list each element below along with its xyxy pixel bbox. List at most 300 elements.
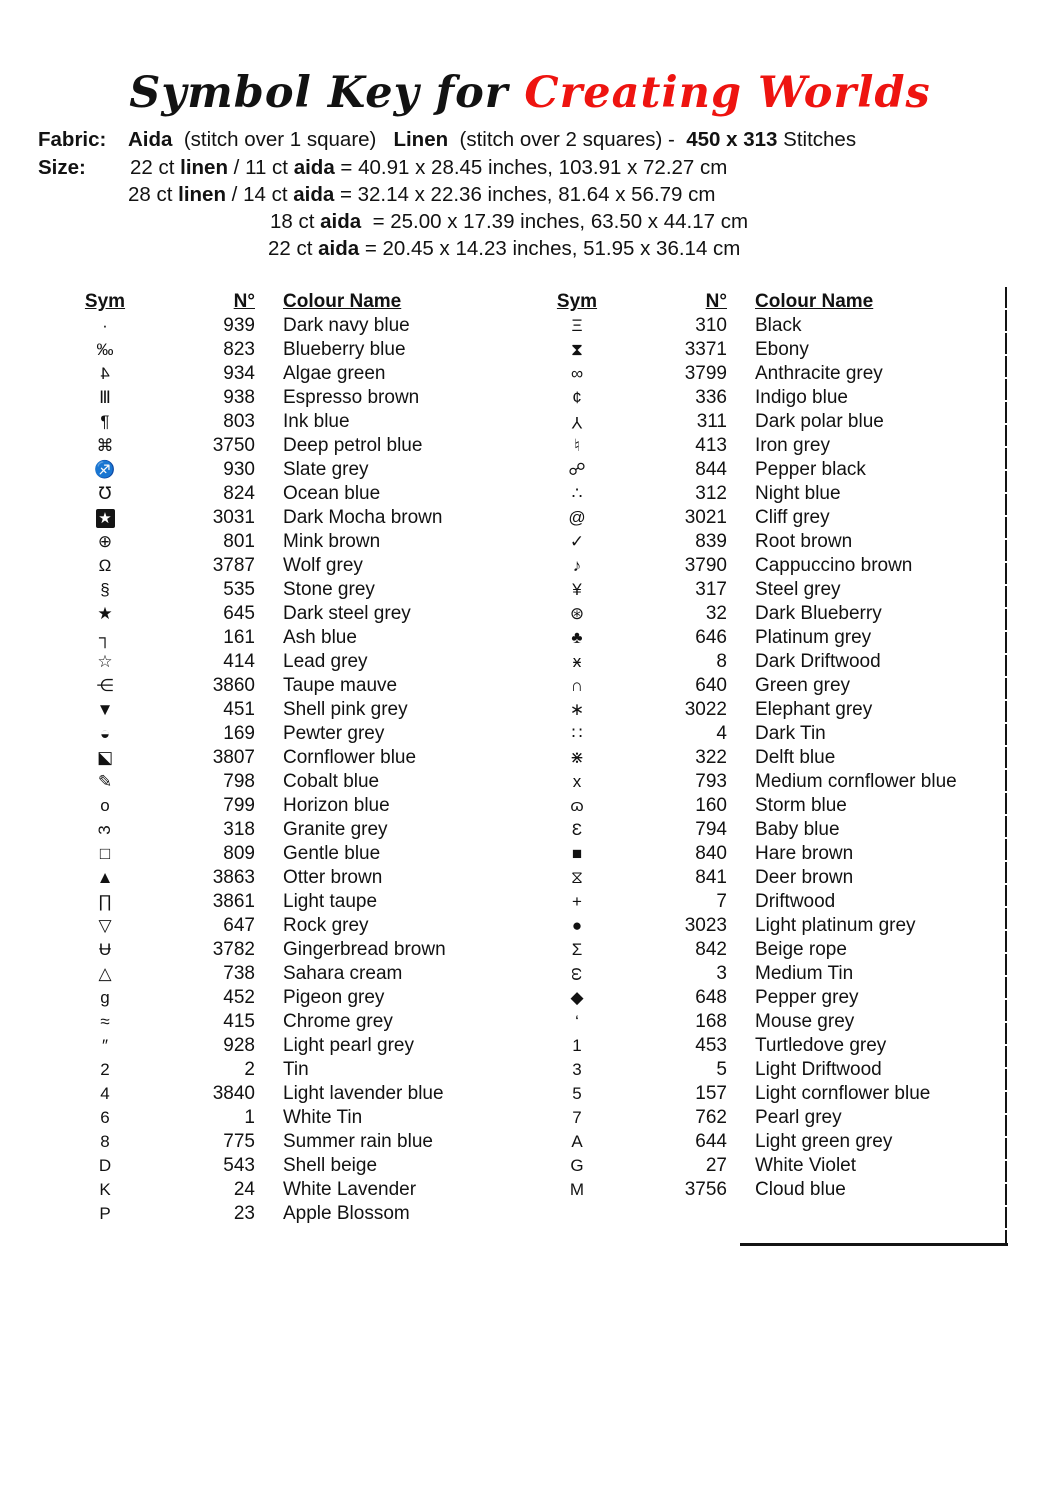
symbol-cell (60, 338, 150, 362)
colour-name: Steel grey (755, 579, 841, 600)
symbol-cell (60, 482, 150, 506)
thread-number: 318 (223, 819, 255, 840)
colour-name: Mouse grey (755, 1011, 855, 1032)
key-row (60, 986, 515, 1010)
symbol-cell (532, 410, 622, 434)
colour-name: Driftwood (755, 891, 836, 912)
colour-name: Wolf grey (283, 555, 363, 576)
symbol-cell (60, 722, 150, 746)
fabric-label: Fabric: (38, 128, 107, 151)
colour-name: Dark navy blue (283, 315, 410, 336)
key-row (532, 842, 987, 866)
symbol-cell (532, 626, 622, 650)
thread-number: 3790 (684, 555, 727, 576)
thread-number: 775 (223, 1131, 255, 1152)
key-row (60, 1010, 515, 1034)
colour-name: Granite grey (283, 819, 388, 840)
stitch-symbol-glyph: ∩ (570, 676, 584, 695)
symbol-cell (532, 698, 622, 722)
thread-number: 762 (695, 1107, 727, 1128)
stitch-symbol-glyph: ⋇ (569, 748, 585, 767)
key-row (532, 722, 987, 746)
thread-number: 413 (695, 435, 727, 456)
thread-number: 840 (695, 843, 727, 864)
symbol-cell (532, 578, 622, 602)
symbol-cell (532, 1058, 622, 1082)
colour-name: Light cornflower blue (755, 1083, 931, 1104)
size-line (130, 156, 727, 180)
key-row (532, 458, 987, 482)
stitch-symbol-glyph: ◪ (96, 748, 114, 767)
thread-number: 322 (695, 747, 727, 768)
stitch-symbol-glyph: G (570, 1156, 584, 1175)
symbol-cell (60, 578, 150, 602)
key-row (60, 1154, 515, 1178)
stitch-symbol-glyph: ♣ (571, 628, 583, 647)
size-label: Size: (38, 156, 86, 179)
colour-name: Blueberry blue (283, 339, 406, 360)
thread-number: 3799 (684, 363, 727, 384)
key-row (60, 914, 515, 938)
thread-number: 646 (695, 627, 727, 648)
thread-number: 801 (223, 531, 255, 552)
thread-number: 3371 (684, 339, 727, 360)
stitch-symbol-glyph: ■ (571, 844, 583, 863)
key-row (60, 386, 515, 410)
stitch-symbol-glyph: ω (568, 967, 587, 981)
symbol-cell (532, 722, 622, 746)
symbol-cell (532, 1034, 622, 1058)
stitch-symbol-glyph: ≈ (100, 1012, 110, 1031)
colour-name: Night blue (755, 483, 841, 504)
colour-name: White Tin (283, 1107, 363, 1128)
key-row (60, 842, 515, 866)
stitch-symbol-glyph: 4 (100, 1084, 110, 1103)
symbol-cell (532, 794, 622, 818)
size-line (128, 183, 715, 207)
colour-name: Beige rope (755, 939, 847, 960)
key-row (532, 962, 987, 986)
thread-number: 3750 (212, 435, 255, 456)
colour-name: Tin (283, 1059, 309, 1080)
symbol-key-table-right (532, 290, 987, 1202)
colour-name: Elephant grey (755, 699, 873, 720)
symbol-cell (60, 866, 150, 890)
thread-number: 3023 (684, 915, 727, 936)
symbol-cell (532, 914, 622, 938)
stitch-symbol-glyph: ◆ (570, 988, 584, 1007)
plain-text: / 11 ct (227, 156, 294, 179)
colour-name: Light lavender blue (283, 1083, 444, 1104)
symbol-cell (532, 506, 622, 530)
colour-name: Ebony (755, 339, 809, 360)
colour-name: Storm blue (755, 795, 847, 816)
thread-number: 168 (695, 1011, 727, 1032)
key-row (60, 938, 515, 962)
thread-number: 809 (223, 843, 255, 864)
stitch-symbol-glyph: Ξ (571, 316, 583, 335)
colour-name: Apple Blossom (283, 1203, 410, 1224)
thread-number: 5 (716, 1059, 727, 1080)
bold-text: aida (293, 156, 335, 179)
thread-number: 645 (223, 603, 255, 624)
colour-name: Light green grey (755, 1131, 893, 1152)
colour-name: Horizon blue (283, 795, 390, 816)
key-row (60, 482, 515, 506)
bold-text: 450 x 313 (686, 128, 778, 151)
symbol-cell (60, 650, 150, 674)
plain-text: (stitch over 2 squares) - (448, 128, 687, 151)
symbol-cell (532, 458, 622, 482)
header-sym: Sym (84, 291, 126, 312)
symbol-cell (60, 794, 150, 818)
stitch-symbol-glyph: 7 (572, 1108, 582, 1127)
thread-number: 928 (223, 1035, 255, 1056)
key-row (532, 770, 987, 794)
colour-name: Dark Blueberry (755, 603, 882, 624)
colour-name: Medium cornflower blue (755, 771, 957, 792)
key-row (60, 1130, 515, 1154)
thread-number: 640 (695, 675, 727, 696)
colour-name: Indigo blue (755, 387, 848, 408)
symbol-cell (60, 1202, 150, 1226)
title-red-text: Creating Worlds (524, 68, 931, 118)
colour-name: Cloud blue (755, 1179, 846, 1200)
page-title (0, 68, 1060, 118)
colour-name: Pewter grey (283, 723, 385, 744)
symbol-cell (532, 1082, 622, 1106)
symbol-cell (60, 962, 150, 986)
colour-name: Dark Tin (755, 723, 826, 744)
thread-number: 336 (695, 387, 727, 408)
plain-text: 28 ct (128, 183, 179, 206)
thread-number: 23 (233, 1203, 255, 1224)
thread-number: 3860 (212, 675, 255, 696)
plain-text: = 40.91 x 28.45 inches, 103.91 x 72.27 cm (334, 156, 728, 179)
stitch-symbol-glyph: ♪ (572, 556, 582, 575)
symbol-cell (532, 866, 622, 890)
stitch-symbol-glyph: ⊕ (97, 532, 113, 551)
plain-text: Stitches (777, 128, 857, 151)
thread-number: 738 (223, 963, 255, 984)
key-row (60, 410, 515, 434)
header-colour-name: Colour Name (755, 291, 874, 312)
colour-name: Deep petrol blue (283, 435, 423, 456)
symbol-cell (60, 914, 150, 938)
bold-text: aida (320, 210, 362, 233)
colour-name: Lead grey (283, 651, 368, 672)
key-row (532, 698, 987, 722)
stitch-symbol-glyph: A (571, 1132, 583, 1151)
key-row (60, 866, 515, 890)
key-row (532, 674, 987, 698)
plain-text: = 20.45 x 14.23 inches, 51.95 x 36.14 cm (359, 237, 741, 260)
fabric-line (38, 128, 856, 152)
key-row (532, 986, 987, 1010)
thread-number: 3863 (212, 867, 255, 888)
symbol-cell (60, 1178, 150, 1202)
stitch-symbol-glyph: ☍ (568, 460, 586, 479)
right-dashed-border-line (1005, 287, 1007, 1245)
stitch-symbol-glyph: @ (568, 508, 586, 527)
fabric-text (128, 128, 856, 151)
size-line (270, 210, 748, 234)
symbol-cell (60, 770, 150, 794)
thread-number: 4 (716, 723, 727, 744)
stitch-symbol-glyph: ∞ (570, 364, 584, 383)
stitch-symbol-glyph: 6 (100, 1108, 110, 1127)
thread-number: 793 (695, 771, 727, 792)
symbol-cell (60, 458, 150, 482)
plain-text: = 32.14 x 22.36 inches, 81.64 x 56.79 cm (334, 183, 716, 206)
key-row (532, 1034, 987, 1058)
stitch-symbol-glyph: □ (99, 844, 111, 863)
thread-number: 842 (695, 939, 727, 960)
key-row (60, 962, 515, 986)
size-line (268, 237, 740, 261)
plain-text: / 14 ct (225, 183, 294, 206)
colour-name: Cappuccino brown (755, 555, 913, 576)
thread-number: 3021 (684, 507, 727, 528)
stitch-symbol-glyph: 5 (572, 1084, 582, 1103)
symbol-cell (60, 1034, 150, 1058)
key-row (60, 1106, 515, 1130)
key-row (532, 1010, 987, 1034)
key-row (60, 338, 515, 362)
thread-number: 543 (223, 1155, 255, 1176)
colour-name: Pepper grey (755, 987, 859, 1008)
key-row (60, 1082, 515, 1106)
stitch-symbol-glyph: ℧ (98, 484, 112, 503)
colour-name: Shell pink grey (283, 699, 408, 720)
key-row (60, 458, 515, 482)
stitch-symbol-glyph: ‘ (575, 1012, 579, 1031)
thread-number: 415 (223, 1011, 255, 1032)
stitch-symbol-glyph: Ⅲ (99, 388, 111, 407)
colour-name: Light taupe (283, 891, 378, 912)
symbol-cell (532, 818, 622, 842)
thread-number: 310 (695, 315, 727, 336)
symbol-cell (60, 602, 150, 626)
thread-number: 3022 (684, 699, 727, 720)
colour-name: Cliff grey (755, 507, 830, 528)
thread-number: 844 (695, 459, 727, 480)
colour-name: Dark Mocha brown (283, 507, 443, 528)
stitch-symbol-glyph: ♮ (573, 436, 581, 455)
stitch-symbol-glyph: △ (98, 964, 112, 983)
colour-name: Delft blue (755, 747, 836, 768)
thread-number: 161 (223, 627, 255, 648)
stitch-symbol-glyph: Ʉ (98, 940, 112, 959)
thread-number: 452 (223, 987, 255, 1008)
thread-number: 3807 (212, 747, 255, 768)
key-row (532, 410, 987, 434)
stitch-symbol-glyph: ″ (101, 1036, 109, 1055)
key-row (532, 602, 987, 626)
key-row (532, 434, 987, 458)
stitch-symbol-glyph: Ɛ (571, 820, 583, 839)
colour-name: Pigeon grey (283, 987, 385, 1008)
stitch-symbol-glyph: ✓ (569, 532, 585, 551)
symbol-cell (532, 338, 622, 362)
symbol-cell (532, 362, 622, 386)
thread-number: 160 (695, 795, 727, 816)
key-row (532, 794, 987, 818)
thread-number: 3861 (212, 891, 255, 912)
symbol-cell (532, 986, 622, 1010)
colour-name: Deer brown (755, 867, 854, 888)
thread-number: 647 (223, 915, 255, 936)
thread-number: 648 (695, 987, 727, 1008)
stitch-symbol-glyph: K (99, 1180, 111, 1199)
symbol-cell (60, 434, 150, 458)
colour-name: Shell beige (283, 1155, 378, 1176)
key-row (532, 746, 987, 770)
stitch-symbol-glyph: ∴ (571, 484, 583, 503)
key-row (60, 314, 515, 338)
thread-number: 839 (695, 531, 727, 552)
stitch-symbol-glyph: ▲ (96, 868, 114, 887)
colour-name: Taupe mauve (283, 675, 398, 696)
stitch-symbol-glyph: ‰ (96, 340, 114, 359)
stitch-symbol-glyph: x (572, 772, 582, 791)
key-row (532, 650, 987, 674)
thread-number: 312 (695, 483, 727, 504)
colour-name: White Lavender (283, 1179, 417, 1200)
colour-name: Sahara cream (283, 963, 403, 984)
stitch-symbol-glyph: ◒ (99, 724, 111, 743)
thread-number: 169 (223, 723, 255, 744)
table-header-row (532, 290, 987, 314)
stitch-symbol-glyph: § (100, 580, 110, 599)
colour-name: Light platinum grey (755, 915, 916, 936)
thread-number: 930 (223, 459, 255, 480)
plain-text: 22 ct (268, 237, 319, 260)
stitch-symbol-glyph: M (569, 1180, 585, 1199)
symbol-cell (60, 314, 150, 338)
colour-name: Light pearl grey (283, 1035, 414, 1056)
stitch-symbol-glyph: D (98, 1156, 112, 1175)
stitch-symbol-glyph: ⧗ (571, 340, 583, 359)
thread-number: 3787 (212, 555, 255, 576)
symbol-cell (60, 1130, 150, 1154)
symbol-cell (532, 770, 622, 794)
thread-number: 451 (223, 699, 255, 720)
key-row (60, 746, 515, 770)
symbol-cell (532, 938, 622, 962)
colour-name: Ash blue (283, 627, 357, 648)
key-row (532, 554, 987, 578)
colour-name: Otter brown (283, 867, 383, 888)
stitch-symbol-glyph: ☆ (97, 652, 113, 671)
key-row (60, 434, 515, 458)
thread-number: 794 (695, 819, 727, 840)
symbol-cell (532, 746, 622, 770)
colour-name: Root brown (755, 531, 853, 552)
symbol-cell (60, 1082, 150, 1106)
colour-name: Light Driftwood (755, 1059, 882, 1080)
stitch-symbol-glyph: 2 (100, 1060, 110, 1079)
colour-name: Turtledove grey (755, 1035, 887, 1056)
key-row (532, 314, 987, 338)
thread-number: 27 (705, 1155, 727, 1176)
thread-number: 453 (695, 1035, 727, 1056)
key-row (60, 506, 515, 530)
key-row (60, 1034, 515, 1058)
symbol-cell (532, 482, 622, 506)
symbol-cell (60, 842, 150, 866)
thread-number: 1 (244, 1107, 255, 1128)
stitch-symbol-glyph: Ω (98, 556, 112, 575)
symbol-cell (60, 674, 150, 698)
key-row (60, 722, 515, 746)
thread-number: 311 (696, 411, 727, 432)
stitch-symbol-glyph: ∗ (569, 700, 585, 719)
thread-number: 24 (233, 1179, 255, 1200)
key-row (532, 938, 987, 962)
colour-name: Hare brown (755, 843, 854, 864)
stitch-symbol-glyph: ɷ (570, 796, 584, 815)
symbol-cell (60, 386, 150, 410)
colour-name: Gentle blue (283, 843, 381, 864)
title-black-text: Symbol Key for (129, 68, 525, 118)
bold-text: linen (180, 156, 228, 179)
key-row (532, 626, 987, 650)
colour-name: White Violet (755, 1155, 857, 1176)
stitch-symbol-glyph: ⧖ (571, 868, 583, 887)
stitch-symbol-glyph: · (102, 316, 108, 335)
symbol-cell (532, 554, 622, 578)
plain-text: = 25.00 x 17.39 inches, 63.50 x 44.17 cm (361, 210, 749, 233)
stitch-symbol-glyph: ⊛ (569, 604, 585, 623)
stitch-symbol-glyph: ¢ (572, 388, 582, 407)
symbol-cell (532, 314, 622, 338)
stitch-symbol-glyph: 3 (572, 1060, 582, 1079)
key-row (60, 602, 515, 626)
thread-number: 934 (223, 363, 255, 384)
symbol-cell (60, 554, 150, 578)
thread-number: 824 (223, 483, 255, 504)
key-row (532, 866, 987, 890)
colour-name: Mink brown (283, 531, 381, 552)
colour-name: Green grey (755, 675, 851, 696)
symbol-cell (532, 1106, 622, 1130)
stitch-symbol-glyph: 3 (95, 825, 114, 835)
colour-name: Gingerbread brown (283, 939, 446, 960)
stitch-symbol-glyph: ▽ (98, 916, 112, 935)
stitch-symbol-glyph: P (99, 1204, 111, 1223)
thread-number: 8 (716, 651, 727, 672)
thread-number: 644 (695, 1131, 727, 1152)
stitch-symbol-glyph: ∷ (571, 724, 583, 743)
symbol-key-table-left (60, 290, 515, 1226)
colour-name: Dark Driftwood (755, 651, 881, 672)
colour-name: Ink blue (283, 411, 350, 432)
colour-name: Platinum grey (755, 627, 872, 648)
key-row (60, 794, 515, 818)
thread-number: 3782 (212, 939, 255, 960)
key-row (60, 650, 515, 674)
colour-name: Ocean blue (283, 483, 381, 504)
stitch-symbol-glyph: Σ (571, 940, 583, 959)
symbol-cell (532, 962, 622, 986)
symbol-cell (532, 890, 622, 914)
colour-name: Pearl grey (755, 1107, 842, 1128)
key-row (532, 1154, 987, 1178)
key-row (532, 338, 987, 362)
bold-text: aida (293, 183, 335, 206)
symbol-cell (60, 506, 150, 530)
